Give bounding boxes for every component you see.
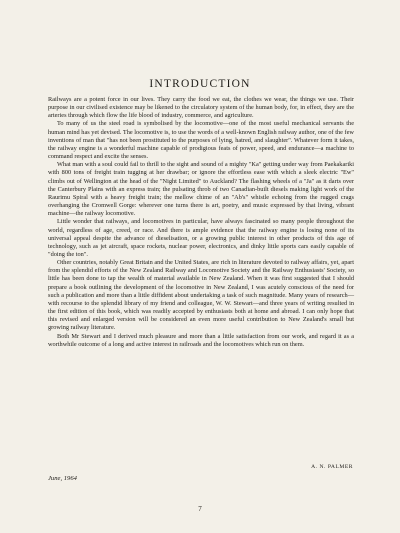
paragraph: Little wonder that railways, and locomotives in particular, have always fascinated so many people throughout the world, regardless of age, creed, or race. And there is ample evidence that the railway engine is losing none of its universal appeal despite the advance of dieselisation, or a growing public interest in other products of this age of technology, such as jet aircraft, space rockets, nuclear power, electronics, and dinky little sports cars easily capable of "doing the ton".: [48, 218, 354, 258]
paragraph: What man with a soul could fail to thrill to the sight and sound of a mighty "Ka" getting under way from Paekakariki with 800 tons of freight train tugging at her drawbar; or ignore the effortless ease with which a sleek electric "Ew" climbs out of Wellington at the head of the "Night Limited" to Auckland? The flashing wheels of a "Ja" as it darts over the Canterbury Plains with an express train; the pulsating throb of two Canadian-built diesels making light work of the Raurimu Spiral with a heavy freight train; the mellow chime of an "Ab's" whistle echoing from the rugged crags overhanging the Cromwell Gorge: wherever one turns there is art, poetry, and music expressed by that living, vibrant machine—the railway locomotive.: [48, 161, 354, 218]
author-signature: A. N. PALMER: [311, 464, 353, 470]
date-line: June, 1964: [48, 475, 77, 482]
introduction-body: [48, 96, 354, 349]
paragraph: To many of us the steel road is symbolised by the locomotive—one of the most useful mechanical servants the human mind has yet devised. The locomotive is, to use the words of a well-known English railway author, one of the few inventions of man that "has not been prostituted to the purposes of lying, hatred, and slaughter". Whatever form it takes, the railway engine is a wonderful machine capable of prodigious feats of power, speed, and endurance—a machine to command respect and excite the senses.: [48, 120, 354, 161]
page-title: INTRODUCTION: [149, 77, 251, 90]
paragraph: Other countries, notably Great Britain and the United States, are rich in literature devoted to railway affairs, yet, apart from the splendid efforts of the New Zealand Railway and Locomotive Society and the Railway Enthusiasts' Society, so little has been done to tap the wealth of material available in New Zealand. When it was first suggested that I should prepare a book outlining the development of the locomotive in New Zealand, I was acutely conscious of the need for such a publication and more than a little diffident about undertaking a task of such magnitude. Many years of research—with recourse to the splendid library of my friend and colleague, W. W. Stewart—and three years of writing resulted in the first edition of this book, which was readily accepted by enthusiasts both at home and abroad. I can only hope that this revised and enlarged version will be considered an even more useful contribution to New Zealand's small but growing railway literature.: [48, 259, 354, 332]
paragraph: Both Mr Stewart and I derived much pleasure and more than a little satisfaction from our work, and regard it as a worthwhile outcome of a long and active interest in railroads and the locomotives which run on them.: [48, 332, 354, 348]
paragraph: Railways are a potent force in our lives. They carry the food we eat, the clothes we wear, the things we use. Their purpose in our civilised existence may be likened to the circulatory system of the human body, for, in effect, they are the arteries through which flow the life blood of industry, commerce, and agriculture.: [48, 96, 354, 120]
page-number: 7: [198, 505, 202, 513]
